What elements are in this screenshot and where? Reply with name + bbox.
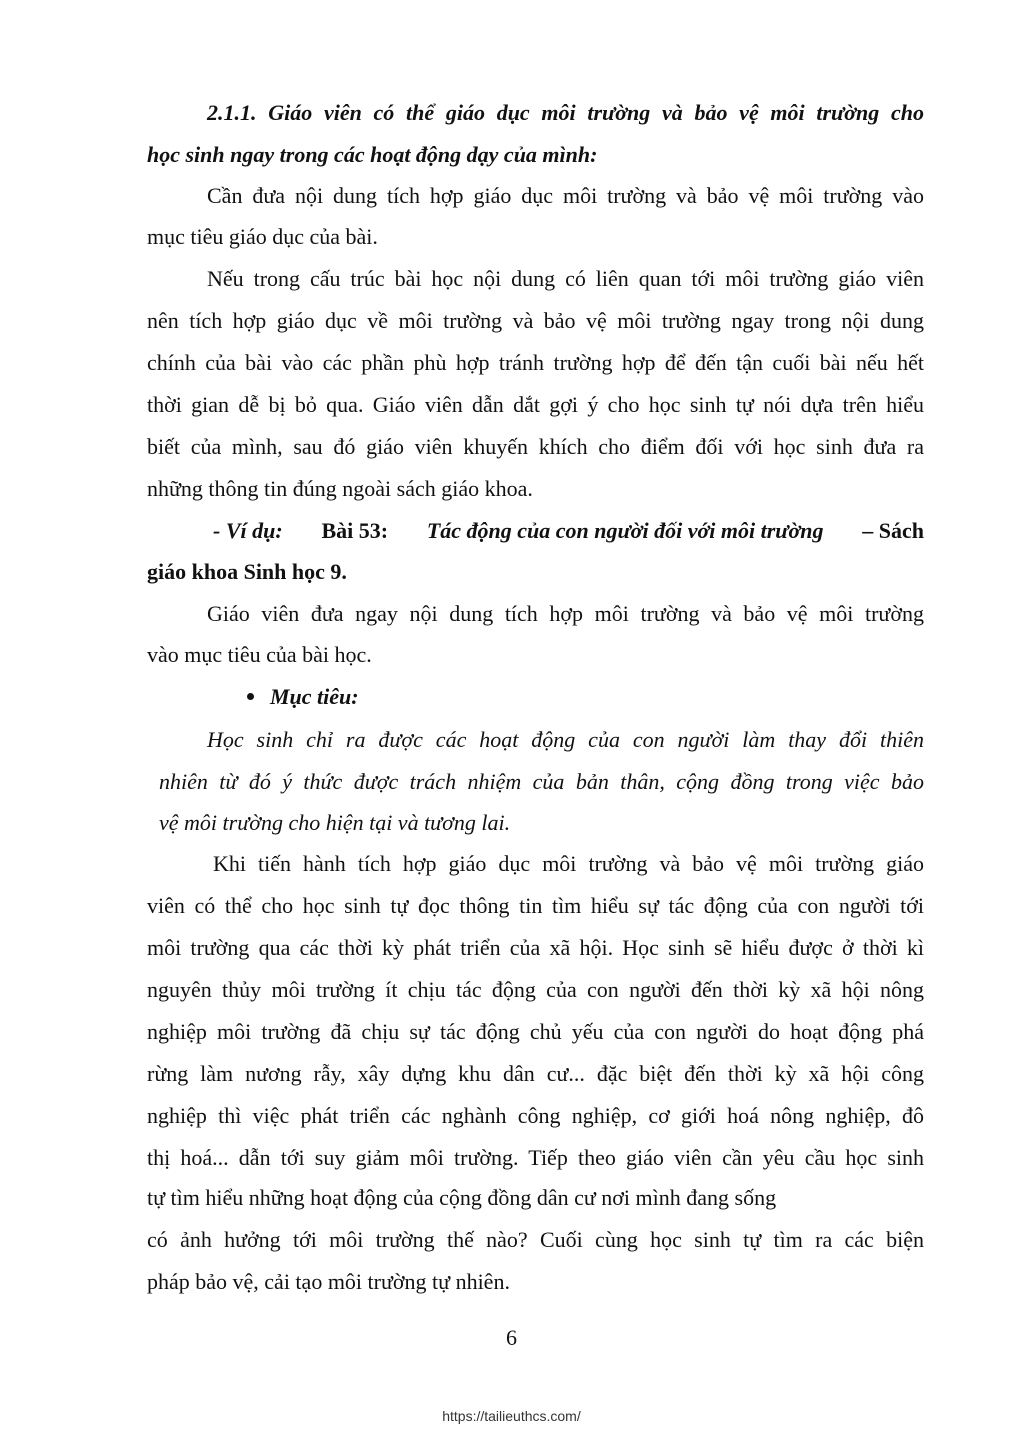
section-heading-line-2: học sinh ngay trong các hoạt động dạy của mình:: [147, 142, 598, 167]
paragraph-4-line-2: viên có thể cho học sinh tự đọc thông tin tìm hiểu sự tác động của con người tới: [147, 893, 924, 918]
objective-line-3: vệ môi trường cho hiện tại và tương lai.: [159, 810, 511, 835]
objective-label: Mục tiêu:: [270, 684, 359, 709]
objective-line-1: Học sinh chỉ ra được các hoạt động của con người làm thay đổi thiên: [207, 727, 924, 752]
paragraph-4-line-1: Khi tiến hành tích hợp giáo dục môi trường và bảo vệ môi trường giáo: [213, 851, 924, 876]
example-title: Tác động của con người đối với môi trường: [426, 518, 824, 543]
paragraph-1-line-2: mục tiêu giáo dục của bài.: [147, 224, 378, 249]
section-heading-line-1: 2.1.1. Giáo viên có thể giáo dục môi trường và bảo vệ môi trường cho: [207, 100, 924, 125]
paragraph-2-line-2: nên tích hợp giáo dục về môi trường và bảo vệ môi trường ngay trong nội dung: [147, 308, 924, 333]
paragraph-4-line-7: nghiệp thì việc phát triển các nghành công nghiệp, cơ giới hoá nông nghiệp, đô: [147, 1103, 924, 1128]
paragraph-2-line-6: những thông tin đúng ngoài sách giáo khoa.: [147, 476, 533, 501]
paragraph-2-line-1: Nếu trong cấu trúc bài học nội dung có liên quan tới môi trường giáo viên: [207, 266, 924, 291]
paragraph-4-line-6: rừng làm nương rẫy, xây dựng khu dân cư... đặc biệt đến thời kỳ xã hội công: [147, 1061, 924, 1086]
paragraph-4-line-5: nghiệp môi trường đã chịu sự tác động chủ yếu của con người do hoạt động phá: [147, 1019, 924, 1044]
paragraph-4-line-4: nguyên thủy môi trường ít chịu tác động của con người đến thời kỳ xã hội nông: [147, 977, 924, 1002]
paragraph-1-line-1: Cần đưa nội dung tích hợp giáo dục môi trường và bảo vệ môi trường vào: [207, 183, 924, 208]
example-line-2: giáo khoa Sinh học 9.: [147, 559, 347, 584]
page-number: 6: [506, 1325, 517, 1350]
example-dash: – Sách: [862, 518, 924, 543]
example-lesson: Bài 53:: [321, 518, 389, 543]
paragraph-2-line-3: chính của bài vào các phần phù hợp tránh trường hợp để đến tận cuối bài nếu hết: [147, 350, 924, 375]
paragraph-4-line-3: môi trường qua các thời kỳ phát triển của xã hội. Học sinh sẽ hiểu được ở thời kì: [147, 935, 924, 960]
example-prefix: - Ví dụ:: [213, 518, 283, 543]
footer-url[interactable]: https://tailieuthcs.com/: [442, 1408, 581, 1424]
objective-line-2: nhiên từ đó ý thức được trách nhiệm của bản thân, cộng đồng trong việc bảo: [159, 769, 924, 794]
paragraph-3-line-1: Giáo viên đưa ngay nội dung tích hợp môi trường và bảo vệ môi trường: [207, 601, 924, 626]
bullet-dot: [247, 693, 254, 700]
paragraph-3-line-2: vào mục tiêu của bài học.: [147, 642, 372, 667]
paragraph-4-line-10: có ảnh hưởng tới môi trường thế nào? Cuối cùng học sinh tự tìm ra các biện: [147, 1227, 924, 1252]
paragraph-4-line-9: tự tìm hiểu những hoạt động của cộng đồng dân cư nơi mình đang sống: [147, 1185, 777, 1210]
paragraph-2-line-4: thời gian dễ bị bỏ qua. Giáo viên dẫn dắt gợi ý cho học sinh tự nói dựa trên hiểu: [147, 392, 924, 417]
example-line-1: [213, 516, 924, 546]
paragraph-2-line-5: biết của mình, sau đó giáo viên khuyến khích cho điểm đối với học sinh đưa ra: [147, 434, 924, 459]
paragraph-4-line-8: thị hoá... dẫn tới suy giảm môi trường. Tiếp theo giáo viên cần yêu cầu học sinh: [147, 1145, 924, 1170]
paragraph-4-line-11: pháp bảo vệ, cải tạo môi trường tự nhiên.: [147, 1269, 510, 1294]
